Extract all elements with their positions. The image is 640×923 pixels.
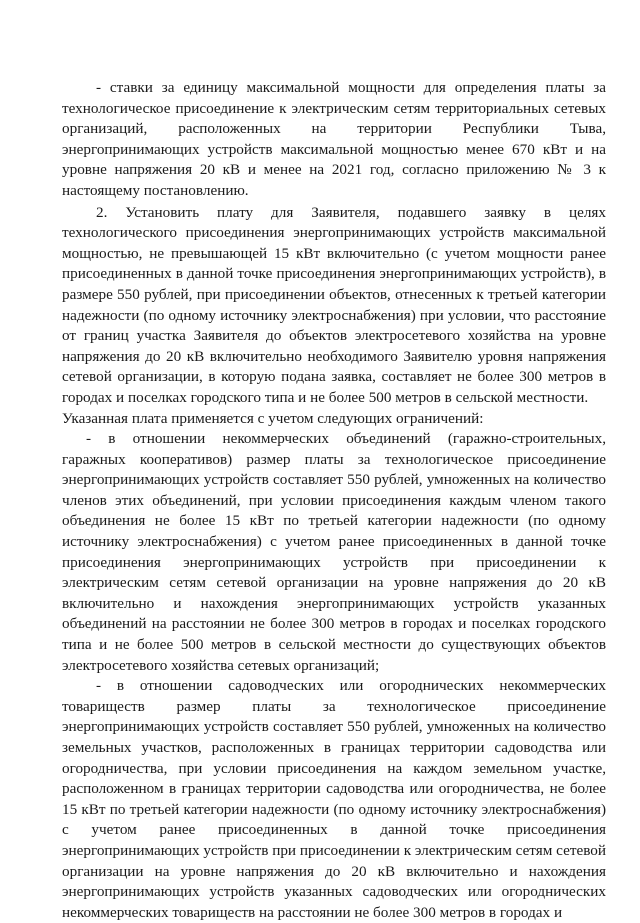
conditions-intro-paragraph: Указанная плата применяется с учетом следующих ограничений: [62,409,484,427]
rates-paragraph: - ставки за единицу максимальной мощности для определения платы за технологическое присоединение к электрическим сетям территориальных сетевых организаций, расположенных на территории Республики Тыва, энергопринимающих устройств максимальной мощностью менее 670 кВт и на уровне напряжения 20 кВ и менее на 2021 год, согласно приложению № 3 к настоящему постановлению. [62,79,606,199]
garden-paragraph: - в отношении садоводческих или огороднических некоммерческих товариществ размер платы за технологическое присоединение энергопринимающих устройств составляет 550 рублей, умноженных на количество земельных участков, расположенных в границах территории садоводства или огородничества, при условии присоединения на каждом земельном участке, расположенном в границах территории садоводства или огородничества, не более 15 кВт по третьей категории надежности (по одному источнику электроснабжения) с учетом ранее присоединенных в данной точке присоединения энергопринимающих устройств при присоединении к электрическим сетям сетевой организации на уровне напряжения до 20 кВ включительно и нахождения энергопринимающих устройств указанных садоводческих или огороднических некоммерческих товариществ на расстоянии не более 300 метров в городах и [62,677,606,921]
non-commercial-paragraph: - в отношении некоммерческих объединений (гаражно-строительных, гаражных кооперативов) размер платы за технологическое присоединение энергопринимающих устройств составляет 550 рублей, умноженных на количество членов этих объединений, при условии присоединения каждым членом такого объединения не более 15 кВт по третьей категории надежности (по одному источнику электроснабжения) с учетом ранее присоединенных в данной точке присоединения энергопринимающих устройств при присоединении к электрическим сетям сетевой организации на уровне напряжения до 20 кВ включительно и нахождения энергопринимающих устройств указанных объединений на расстоянии не более 300 метров в городах и поселках городского типа и не более 500 метров в сельской местности до существующих объектов электросетевого хозяйства сетевых организаций; [62,430,606,674]
clause-2-paragraph: 2. Установить плату для Заявителя, подавшего заявку в целях технологического присоединения энергопринимающих устройств максимальной мощностью, не превышающей 15 кВт включительно (с учетом мощности ранее присоединенных в данной точке присоединения энергопринимающих устройств), в размере 550 рублей, при присоединении объектов, отнесенных к третьей категории надежности (по одному источнику электроснабжения) при условии, что расстояние от границ участка Заявителя до объектов электросетевого хозяйства на уровне напряжения до 20 кВ включительно необходимого Заявителю уровня напряжения сетевой организации, в которую подана заявка, составляет не более 300 метров в городах и поселках городского типа и не более 500 метров в сельской местности. [62,203,606,406]
